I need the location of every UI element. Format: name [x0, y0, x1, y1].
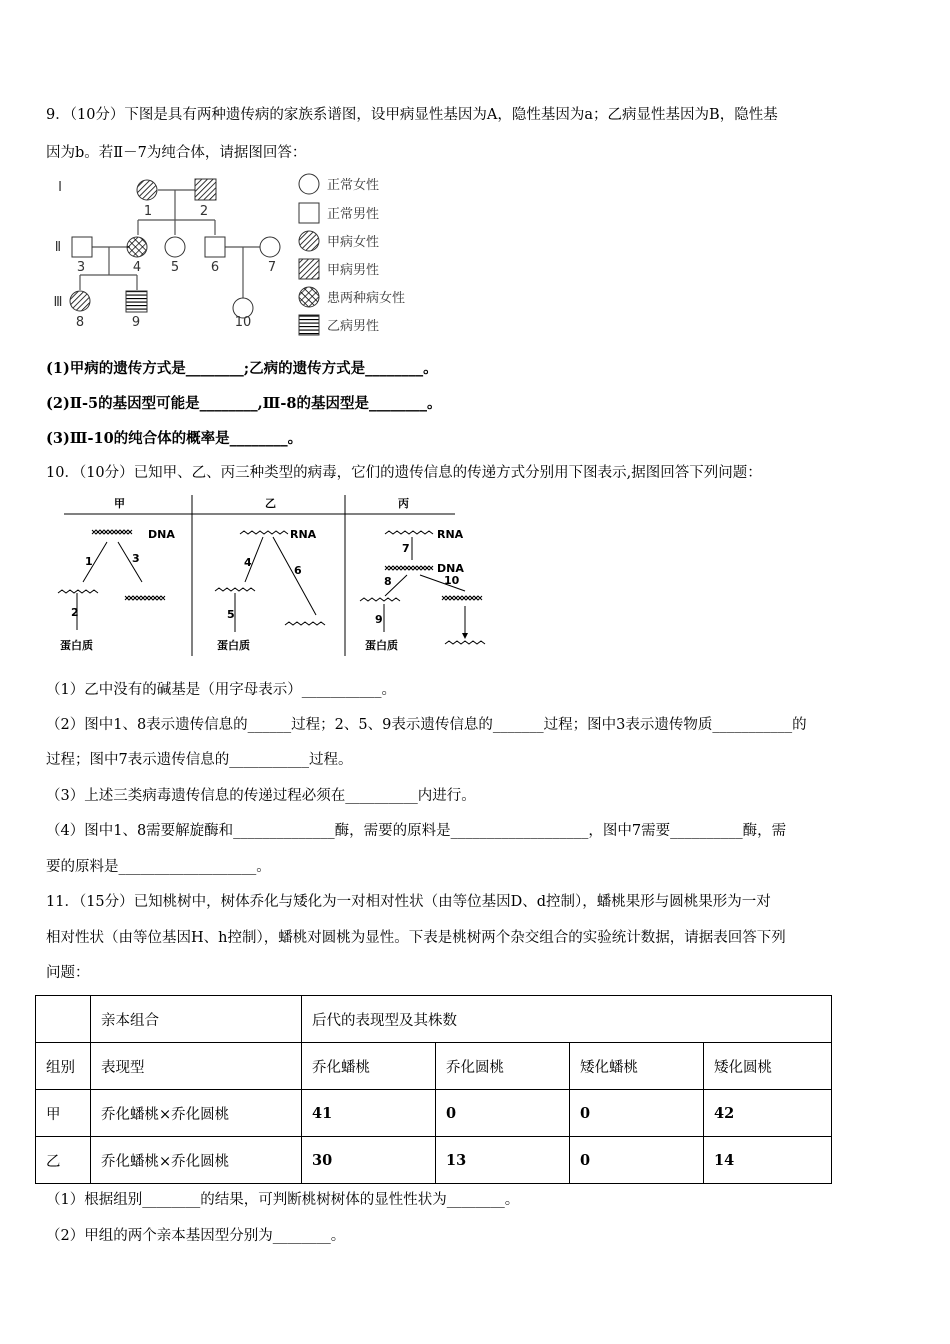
svg-text:正常女性: 正常女性: [327, 178, 380, 193]
svg-text:患两种病女性: 患两种病女性: [327, 291, 406, 306]
pedigree-chart: [40, 165, 440, 340]
header-cell: 矮化蟠桃: [570, 1043, 704, 1090]
individual-8: [70, 291, 90, 311]
svg-text:8: 8: [384, 575, 392, 588]
table-cell: 41: [302, 1090, 436, 1137]
q10-sub2b: 过程；图中7表示遗传信息的___________过程。: [46, 752, 353, 768]
table-cell: 0: [570, 1090, 704, 1137]
individual-6: [205, 237, 225, 257]
svg-text:2: 2: [71, 606, 79, 619]
header-cell: 乔化圆桃: [436, 1043, 570, 1090]
individual-2: [195, 179, 216, 200]
q11-line3: 问题：: [46, 965, 90, 981]
svg-text:5: 5: [227, 608, 235, 621]
header-cell: 矮化圆桃: [704, 1043, 832, 1090]
q9-line2: 因为b。若Ⅱ－7为纯合体，请据图回答：: [46, 145, 307, 161]
svg-text:10: 10: [444, 574, 460, 587]
pedigree-legend: [327, 177, 405, 334]
dna-label: DNA: [437, 562, 464, 575]
protein-label: 蛋白质: [60, 639, 93, 652]
header-cell: 表现型: [91, 1043, 302, 1090]
rna-label: RNA: [290, 528, 317, 541]
rna-label: RNA: [437, 528, 464, 541]
svg-text:7: 7: [402, 542, 410, 555]
id-label: 7: [267, 260, 277, 275]
q10-sub4b: 要的原料是___________________。: [46, 859, 271, 875]
q11-sub1: （1）根据组别________的结果，可判断桃树树体的显性性状为________。: [46, 1192, 520, 1208]
table-row: [36, 1137, 832, 1184]
individual-1: [137, 180, 157, 200]
table-cell: 13: [436, 1137, 570, 1184]
svg-text:乙病男性: 乙病男性: [327, 319, 380, 334]
q9-sub1: (1)甲病的遗传方式是________;乙病的遗传方式是________。: [46, 360, 438, 377]
table-cell: 30: [302, 1137, 436, 1184]
q10-sub3: （3）上述三类病毒遗传信息的传递过程必须在__________内进行。: [46, 788, 476, 804]
svg-text:甲病女性: 甲病女性: [327, 235, 380, 250]
header-cell: 后代的表现型及其株数: [302, 996, 832, 1043]
table-cell: 0: [436, 1090, 570, 1137]
id-label: 1: [143, 204, 153, 219]
individual-7: [260, 237, 280, 257]
table-cell: 乔化蟠桃×乔化圆桃: [91, 1137, 302, 1184]
individual-5: [165, 237, 185, 257]
q10-line1: 10．（10分）已知甲、乙、丙三种类型的病毒，它们的遗传信息的传递方式分别用下图表示,据图回答下列问题：: [46, 465, 762, 481]
header-cell: 亲本组合: [91, 996, 302, 1043]
table-header-row: [36, 1043, 832, 1090]
q10-sub1: （1）乙中没有的碱基是（用字母表示）___________。: [46, 682, 396, 698]
cross-data-table: [35, 995, 832, 1184]
gen-label: Ⅱ: [54, 240, 62, 255]
virus-info-flow-diagram: [40, 490, 510, 660]
header-cell: 组别: [36, 1043, 91, 1090]
col-label: 甲: [114, 497, 125, 510]
table-cell: 甲: [36, 1090, 91, 1137]
q9-sub2: (2)Ⅱ-5的基因型可能是________,Ⅲ-8的基因型是________。: [46, 395, 442, 412]
id-label: 8: [75, 315, 85, 330]
table-header-row: [36, 996, 832, 1043]
svg-text:甲病男性: 甲病男性: [327, 263, 380, 278]
table-cell: 14: [704, 1137, 832, 1184]
q11-sub2: （2）甲组的两个亲本基因型分别为________。: [46, 1228, 346, 1244]
svg-text:1: 1: [85, 555, 93, 568]
table-cell: 乔化蟠桃×乔化圆桃: [91, 1090, 302, 1137]
header-cell: 乔化蟠桃: [302, 1043, 436, 1090]
q10-sub4a: （4）图中1、8需要解旋酶和______________酶，需要的原料是___________________，图中7需要__________酶，需: [46, 823, 787, 839]
table-row: [36, 1090, 832, 1137]
col-label: 丙: [398, 497, 409, 510]
q11-line2: 相对性状（由等位基因H、h控制），蟠桃对圆桃为显性。下表是桃树两个杂交组合的实验统计数据，请据表回答下列: [46, 930, 786, 946]
table-cell: 42: [704, 1090, 832, 1137]
svg-text:3: 3: [132, 552, 140, 565]
svg-text:正常男性: 正常男性: [327, 207, 380, 222]
q11-line1: 11．（15分）已知桃树中，树体乔化与矮化为一对相对性状（由等位基因D、d控制），蟠桃果形与圆桃果形为一对: [46, 894, 771, 910]
dna-label: DNA: [148, 528, 175, 541]
individual-3: [72, 237, 92, 257]
id-label: 6: [210, 260, 220, 275]
protein-label: 蛋白质: [365, 639, 398, 652]
id-label: 10: [234, 315, 252, 330]
gen-label: Ⅰ: [58, 180, 62, 195]
gen-label: Ⅲ: [53, 295, 63, 310]
id-label: 2: [199, 204, 209, 219]
q9-line1: 9．（10分）下图是具有两种遗传病的家族系谱图，设甲病显性基因为A，隐性基因为a；乙病显性基因为B，隐性基: [46, 107, 778, 123]
col-label: 乙: [265, 497, 276, 510]
table-cell: 乙: [36, 1137, 91, 1184]
svg-text:9: 9: [375, 613, 383, 626]
individual-4: [127, 237, 147, 257]
q9-sub3: (3)Ⅲ-10的纯合体的概率是________。: [46, 430, 303, 447]
table-cell: 0: [570, 1137, 704, 1184]
id-label: 3: [76, 260, 86, 275]
id-label: 9: [131, 315, 141, 330]
step-numbers: [71, 542, 460, 626]
q10-sub2a: （2）图中1、8表示遗传信息的______过程；2、5、9表示遗传信息的_______过程；图中3表示遗传物质___________的: [46, 717, 807, 733]
protein-label: 蛋白质: [217, 639, 250, 652]
id-label: 4: [132, 260, 142, 275]
individual-9: [126, 291, 147, 312]
id-label: 5: [170, 260, 180, 275]
svg-text:6: 6: [294, 564, 302, 577]
svg-text:4: 4: [244, 556, 252, 569]
